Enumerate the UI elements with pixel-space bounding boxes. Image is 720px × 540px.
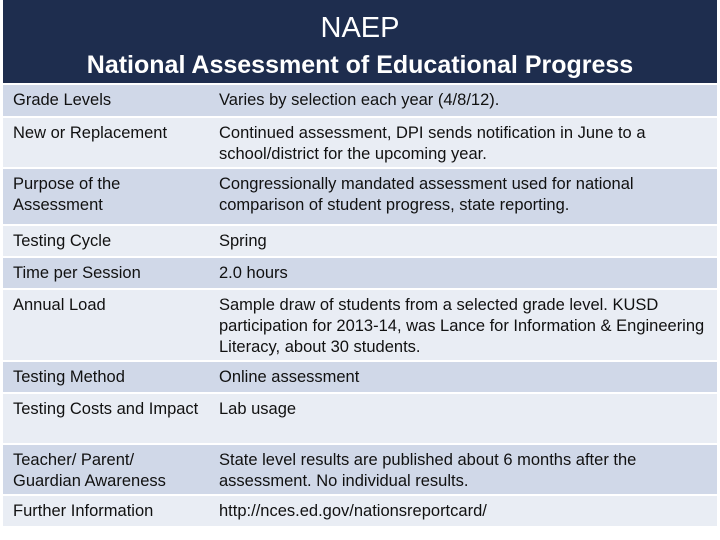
table-row — [3, 117, 717, 168]
row-value: Congressionally mandated assessment used for national comparison of student progress, state reporting. — [207, 168, 717, 225]
assessment-table — [3, 85, 717, 528]
row-label: Teacher/ Parent/ Guardian Awareness — [3, 444, 207, 495]
row-label: Testing Cycle — [3, 225, 207, 257]
further-information-link[interactable]: http://nces.ed.gov/nationsreportcard/ — [207, 495, 717, 527]
row-label: Annual Load — [3, 289, 207, 361]
row-label: Purpose of the Assessment — [3, 168, 207, 225]
row-value: 2.0 hours — [207, 257, 717, 289]
slide-subtitle: National Assessment of Educational Progress — [86, 51, 634, 79]
row-value: Spring — [207, 225, 717, 257]
table-row — [3, 361, 717, 393]
row-value: Varies by selection each year (4/8/12). — [207, 85, 717, 117]
table-row — [3, 168, 717, 225]
row-label: Testing Costs and Impact — [3, 393, 207, 444]
row-value: Online assessment — [207, 361, 717, 393]
slide-header — [3, 0, 717, 83]
table-row — [3, 85, 717, 117]
slide-title: NAEP — [320, 12, 400, 44]
table-row — [3, 393, 717, 444]
row-value: Continued assessment, DPI sends notification in June to a school/district for the upcoming year. — [207, 117, 717, 168]
table-row — [3, 495, 717, 527]
row-value: Sample draw of students from a selected grade level. KUSD participation for 2013-14, was Lance for Information & Engineering Literacy, about 30 students. — [207, 289, 717, 361]
table-row — [3, 257, 717, 289]
row-label: New or Replacement — [3, 117, 207, 168]
table-row — [3, 289, 717, 361]
row-label: Grade Levels — [3, 85, 207, 117]
table-row — [3, 444, 717, 495]
table-row — [3, 225, 717, 257]
row-label: Further Information — [3, 495, 207, 527]
row-label: Time per Session — [3, 257, 207, 289]
row-value: Lab usage — [207, 393, 717, 444]
row-label: Testing Method — [3, 361, 207, 393]
row-value: State level results are published about 6 months after the assessment. No individual results. — [207, 444, 717, 495]
